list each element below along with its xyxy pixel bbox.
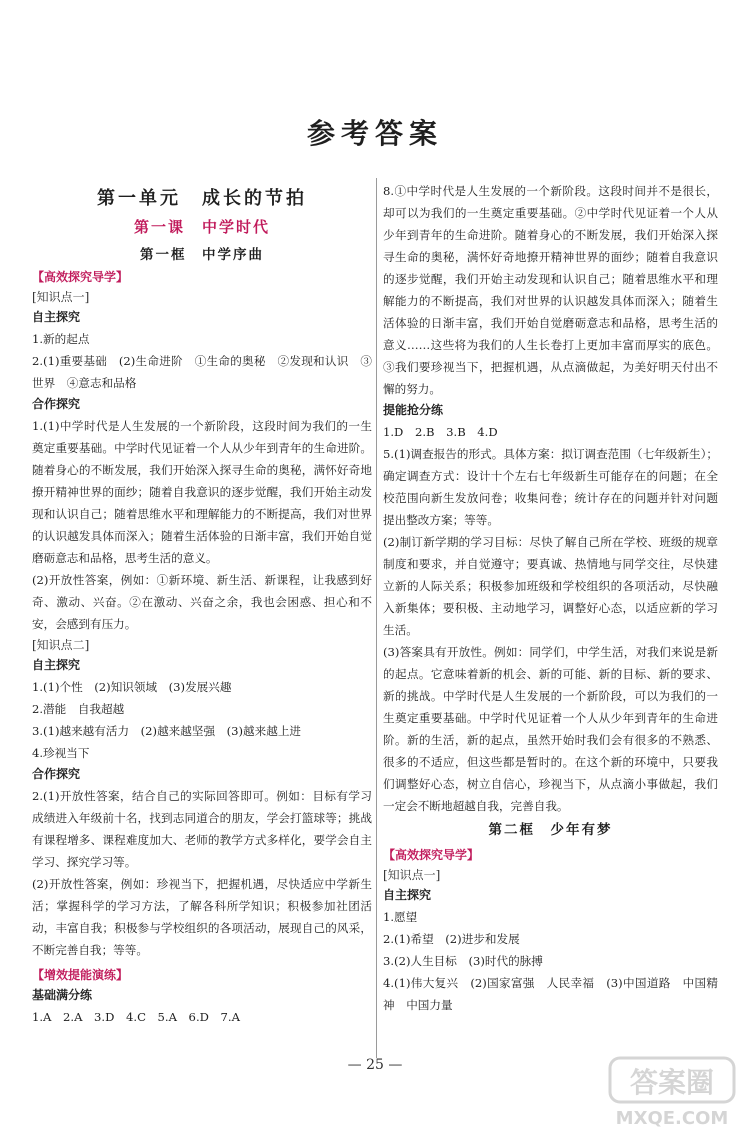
- answer-item: 1.(1)个性 (2)知识领域 (3)发展兴趣: [32, 680, 232, 694]
- knowledge-point-label: [知识点二]: [32, 638, 90, 652]
- choice-answers: 1.A 2.A 3.D 4.C 5.A 6.D 7.A: [32, 1010, 240, 1024]
- frame-title: 第二框 少年有梦: [488, 822, 613, 838]
- subsection-heading: 基础满分练: [32, 988, 93, 1002]
- knowledge-point-label: [知识点一]: [383, 868, 441, 882]
- lesson-title: 第一课 中学时代: [133, 218, 270, 236]
- section-heading: 【高效探究导学】: [32, 270, 129, 284]
- answer-item: 3.(2)人生目标 (3)时代的脉搏: [383, 954, 543, 968]
- answer-item: 2.(1)开放性答案，结合自己的实际回答即可。例如：目标有学习成绩进入年级前十名，找到志同道合的朋友，学会打篮球等；挑战有课程增多、课程难度加大、老师的教学方式多样化，要学会自主学习、探究学习等。: [32, 789, 372, 869]
- frame-title: 第一框 中学序曲: [140, 247, 264, 263]
- answer-item: 5.(1)调查报告的形式。具体方案：拟订调查范围（七年级新生）；确定调查方式：设计十个左右七年级新生可能存在的问题；在全校范围向新生发放问卷；收集问卷；统计存在的问题并针对问题提出整改方案；等等。: [383, 447, 718, 527]
- column-divider: [376, 178, 377, 1058]
- watermark-text: 答案圈: [629, 1066, 715, 1099]
- right-column: [383, 180, 718, 1016]
- answer-item: (2)制订新学期的学习目标：尽快了解自己所在学校、班级的规章制度和要求，并自觉遵守；要真诚、热情地与同学交往，尽快建立新的人际关系；积极参加班级和学校组织的各项活动，尽快融入新集体；要积极、主动地学习，调整好心态，以适应新的学习生活。: [383, 535, 718, 637]
- answer-item: 8.①中学时代是人生发展的一个新阶段。这段时间并不是很长，却可以为我们的一生奠定重要基础。②中学时代见证着一个人从少年到青年的生命进阶。随着身心的不断发展，我们开始深入探寻生命的奥秘，满怀好奇地撩开精神世界的面纱；随着自我意识的逐步觉醒，我们开始主动发现和认识自己；随着思维水平和理解能力的不断提高，我们对世界的认识越发具体而深入；随着生活体验的日渐丰富，我们开始自觉磨砺意志和品格，思考生活的意义……这些将为我们的人生长卷打上更加丰富而厚实的底色。③我们要珍视当下，把握机遇，从点滴做起，为美好明天付出不懈的努力。: [383, 184, 718, 396]
- answer-item: (2)开放性答案，例如：珍视当下，把握机遇，尽快适应中学新生活；掌握科学的学习方法，了解各科所学知识；积极参加社团活动，丰富自我；积极参与学校组织的各项活动，展现自己的风采，不断完善自我；等等。: [32, 877, 372, 957]
- answer-item: (2)开放性答案，例如：①新环境、新生活、新课程，让我感到好奇、激动、兴奋。②在激动、兴奋之余，我也会困惑、担心和不安，会感到有压力。: [32, 573, 372, 631]
- answer-item: 1.愿望: [383, 910, 418, 924]
- answer-item: (3)答案具有开放性。例如：同学们，中学生活，对我们来说是新的起点。它意味着新的机会、新的可能、新的目标、新的要求、新的挑战。中学时代是人生发展的一个新阶段，可以为我们的一生奠定重要基础。中学时代见证着一个人从少年到青年的生命进阶。新的生活，新的起点，虽然开始时我们会有很多的不熟悉、很多的不适应，但这些都是暂时的。在这个新的环境中，只要我们调整好心态，树立自信心，珍视当下，从点滴小事做起，我们一定会不断地超越自我，完善自我。: [383, 645, 718, 813]
- watermark-url: MXQE.COM: [615, 1108, 729, 1129]
- subsection-heading: 自主探究: [32, 658, 81, 672]
- knowledge-point-label: [知识点一]: [32, 290, 90, 304]
- answer-item: 2.潜能 自我超越: [32, 702, 125, 716]
- subsection-heading: 合作探究: [32, 397, 81, 411]
- watermark-logo: [608, 1056, 736, 1130]
- answer-item: 1.(1)中学时代是人生发展的一个新阶段，这段时间为我们的一生奠定重要基础。中学时代见证着一个人从少年到青年的生命进阶。随着身心的不断发展，我们开始深入探寻生命的奥秘，满怀好奇地撩开精神世界的面纱；随着自我意识的逐步觉醒，我们开始主动发现和认识自己；随着思维水平和理解能力的不断提高，我们对世界的认识越发具体而深入；随着生活体验的日渐丰富，我们开始自觉磨砺意志和品格，思考生活的意义。: [32, 419, 372, 565]
- answer-item: 1.新的起点: [32, 332, 90, 346]
- section-heading: 【高效探究导学】: [383, 848, 480, 862]
- section-heading: 【增效提能演练】: [32, 968, 129, 982]
- page-number: — 25 —: [347, 1057, 403, 1073]
- answer-item: 3.(1)越来越有活力 (2)越来越坚强 (3)越来越上进: [32, 724, 302, 738]
- answer-item: 2.(1)希望 (2)进步和发展: [383, 932, 520, 946]
- page-title: 参考答案: [306, 117, 443, 150]
- answer-item: 4.(1)伟大复兴 (2)国家富强 人民幸福 (3)中国道路 中国精神 中国力量: [383, 976, 718, 1012]
- subsection-heading: 自主探究: [383, 888, 432, 902]
- subsection-heading: 自主探究: [32, 310, 81, 324]
- answer-item: 4.珍视当下: [32, 746, 90, 760]
- subsection-heading: 合作探究: [32, 767, 81, 781]
- answer-item: 2.(1)重要基础 (2)生命进阶 ①生命的奥秘 ②发现和认识 ③世界 ④意志和品格: [32, 354, 372, 390]
- subsection-heading: 提能抢分练: [383, 403, 444, 417]
- unit-title: 第一单元 成长的节拍: [97, 188, 307, 209]
- choice-answers: 1.D 2.B 3.B 4.D: [383, 425, 498, 439]
- left-column: [32, 180, 372, 1028]
